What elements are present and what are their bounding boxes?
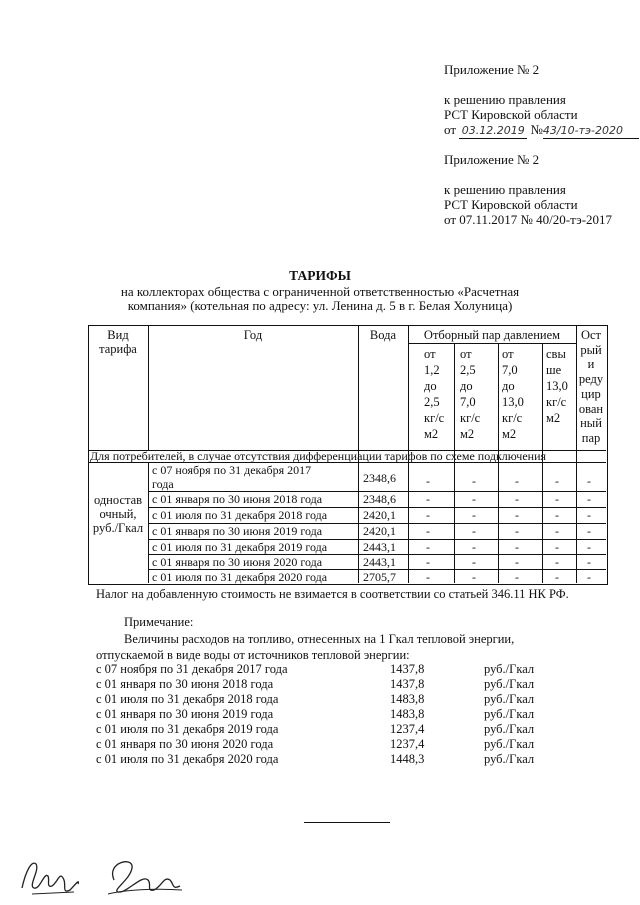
decision-line-1: к решению правления (444, 92, 566, 107)
period-cell: с 01 июля по 31 декабря 2019 года (152, 540, 328, 554)
dash-cell: - (472, 474, 476, 488)
header-sharp-steam: Ост рый и реду цир ован ный пар (578, 328, 604, 445)
decision-ref-line: от 07.11.2017 № 40/20-тэ-2017 (444, 212, 613, 227)
dash-cell: - (472, 540, 476, 554)
dash-cell: - (515, 508, 519, 522)
dash-cell: - (515, 474, 519, 488)
authority-line-2: РСТ Кировской области (444, 197, 578, 212)
dash-cell: - (587, 540, 591, 554)
dash-cell: - (555, 555, 559, 569)
dash-cell: - (515, 570, 519, 584)
dash-cell: - (515, 555, 519, 569)
header-year: Год (243, 328, 263, 342)
appendix-title-1: Приложение № 2 (444, 62, 540, 77)
dash-cell: - (555, 492, 559, 506)
period-cell: с 01 июля по 31 декабря 2018 года (152, 508, 328, 522)
dash-cell: - (515, 540, 519, 554)
water-cell: 2420,1 (363, 508, 396, 522)
signature-image (14, 850, 214, 900)
water-cell: 2348,6 (363, 471, 396, 485)
dash-cell: - (426, 492, 430, 506)
period-cell: с 01 января по 30 июня 2020 года (152, 555, 323, 569)
dash-cell: - (515, 524, 519, 538)
subheader-3: от 7,0 до 13,0 кг/с м2 (502, 347, 524, 441)
subtitle-line-1: на коллекторах общества с ограниченной ответственностью «Расчетная (120, 284, 520, 299)
dash-cell: - (426, 474, 430, 488)
subheader-1: от 1,2 до 2,5 кг/с м2 (424, 347, 445, 441)
table-hline (408, 343, 576, 344)
decision-line-2: к решению правления (444, 182, 566, 197)
dash-cell: - (472, 508, 476, 522)
decision-date-line (444, 122, 639, 139)
dash-cell: - (472, 570, 476, 584)
water-cell: 2705,7 (363, 570, 396, 584)
subheader-4: свы ше 13,0 кг/с м2 (546, 347, 568, 425)
dash-cell: - (515, 492, 519, 506)
document-title: ТАРИФЫ (289, 268, 351, 283)
header-water: Вода (369, 328, 397, 342)
dash-cell: - (472, 492, 476, 506)
dash-cell: - (555, 540, 559, 554)
vat-note: Налог на добавленную стоимость не взимается в соответствии со статьей 346.11 НК РФ. (96, 587, 569, 601)
dash-cell: - (555, 474, 559, 488)
dash-cell: - (426, 555, 430, 569)
dash-cell: - (426, 524, 430, 538)
header-steam: Отборный пар давлением (423, 328, 561, 342)
remark-line-2: отпускаемой в виде воды от источников тепловой энергии: (96, 648, 410, 662)
dash-cell: - (587, 474, 591, 488)
authority-line-1: РСТ Кировской области (444, 107, 578, 122)
table-vline (498, 344, 499, 583)
water-cell: 2443,1 (363, 555, 396, 569)
dash-cell: - (587, 508, 591, 522)
group-row: Для потребителей, в случае отсутствия дифференциации тарифов по схеме подключения (90, 449, 547, 463)
remark-line-1: Величины расходов на топливо, отнесенных на 1 Гкал тепловой энергии, (124, 632, 515, 646)
tariff-table (88, 325, 608, 585)
remark-title: Примечание: (124, 615, 194, 629)
tariff-type-cell: одностав очный, руб./Гкал (92, 493, 144, 535)
period-cell: с 01 января по 30 июня 2018 года (152, 492, 323, 506)
appendix-title-2: Приложение № 2 (444, 152, 540, 167)
header-tariff-type: Вид тарифа (99, 328, 137, 356)
table-vline (454, 344, 455, 583)
period-cell: с 01 января по 30 июня 2019 года (152, 524, 323, 538)
date-prefix: от (444, 122, 457, 137)
subtitle-line-2: компания» (котельная по адресу: ул. Ленина д. 5 в г. Белая Холуница) (127, 298, 513, 313)
dash-cell: - (555, 524, 559, 538)
water-cell: 2348,6 (363, 492, 396, 506)
period-cell: с 01 июля по 31 декабря 2020 года (152, 570, 328, 584)
table-vline (148, 325, 149, 450)
dash-cell: - (587, 570, 591, 584)
handwritten-number: 43/10-тэ-2020 (543, 123, 639, 139)
water-cell: 2443,1 (363, 540, 396, 554)
dash-cell: - (555, 570, 559, 584)
dash-cell: - (426, 570, 430, 584)
closing-rule (304, 822, 390, 823)
dash-cell: - (472, 555, 476, 569)
dash-cell: - (426, 508, 430, 522)
number-prefix: № (530, 122, 543, 137)
table-vline (542, 344, 543, 583)
dash-cell: - (472, 524, 476, 538)
water-cell: 2420,1 (363, 524, 396, 538)
dash-cell: - (587, 524, 591, 538)
dash-cell: - (587, 492, 591, 506)
dash-cell: - (555, 508, 559, 522)
dash-cell: - (426, 540, 430, 554)
subheader-2: от 2,5 до 7,0 кг/с м2 (460, 347, 481, 441)
handwritten-date: 03.12.2019 (459, 123, 527, 139)
period-cell: с 07 ноября по 31 декабря 2017 года (152, 463, 312, 491)
dash-cell: - (587, 555, 591, 569)
